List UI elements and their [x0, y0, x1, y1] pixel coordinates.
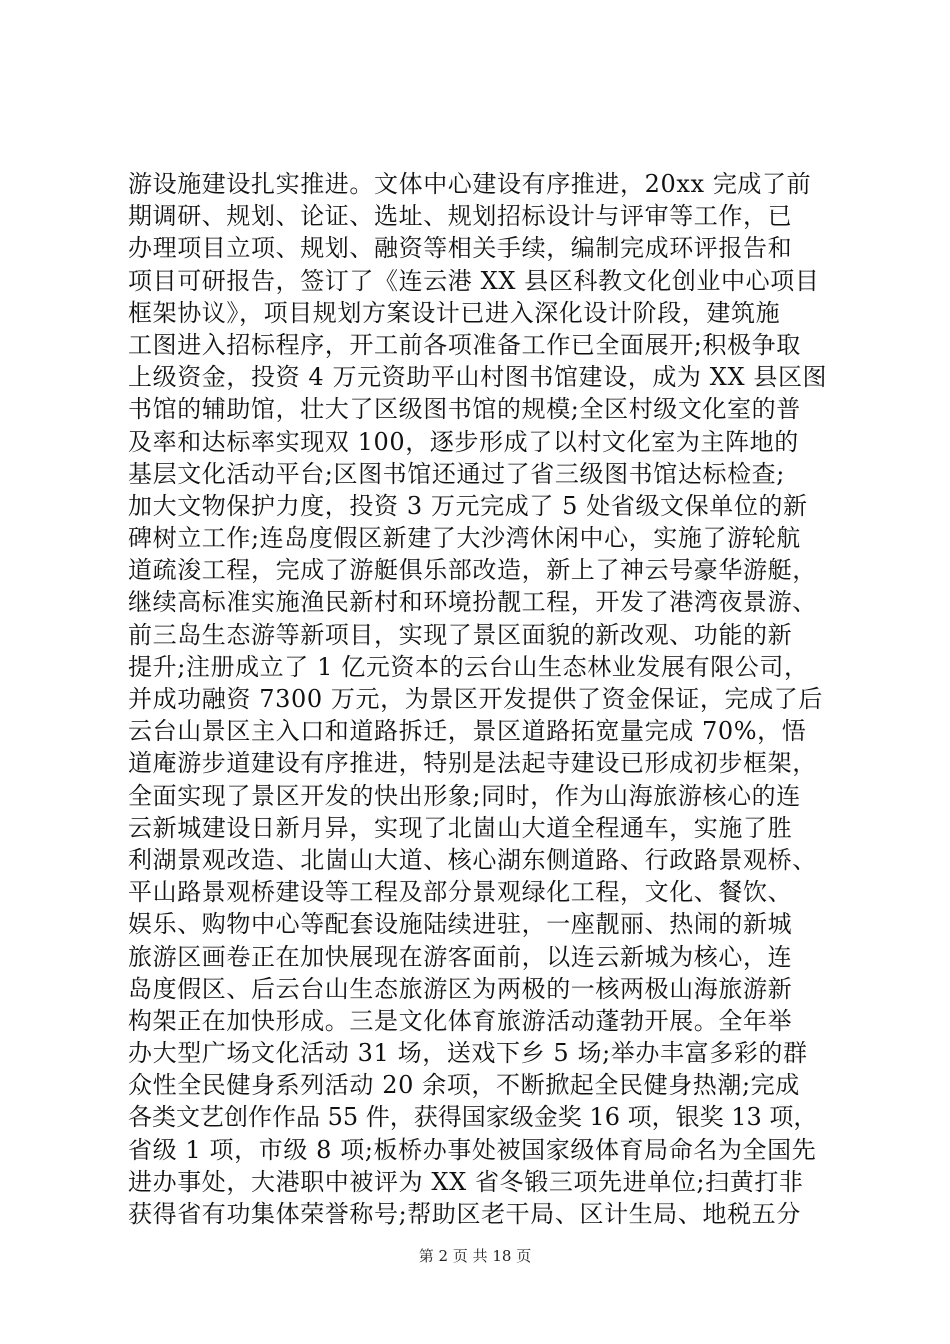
text-line: 利湖景观改造、北崮山大道、核心湖东侧道路、行政路景观桥、 — [128, 845, 817, 874]
page-number-footer: 第 2 页 共 18 页 — [418, 1247, 532, 1265]
text-line: 进办事处，大港职中被评为 XX 省冬锻三项先进单位;扫黄打非 — [128, 1167, 804, 1196]
text-line: 期调研、规划、论证、选址、规划招标设计与评审等工作，已 — [128, 202, 793, 231]
text-line: 继续高标准实施渔民新村和环境扮靓工程，开发了港湾夜景游、 — [128, 588, 817, 617]
text-line: 及率和达标率实现双 100，逐步形成了以村文化室为主阵地的 — [128, 427, 799, 456]
text-line: 云台山景区主入口和道路拆迁，景区道路拓宽量完成 70%，悟 — [128, 717, 807, 746]
text-line: 碑树立工作;连岛度假区新建了大沙湾休闲中心，实施了游轮航 — [128, 524, 801, 553]
text-line: 旅游区画卷正在加快展现在游客面前，以连云新城为核心，连 — [128, 942, 793, 971]
text-line: 提升;注册成立了 1 亿元资本的云台山生态林业发展有限公司， — [128, 652, 809, 681]
text-line: 道疏浚工程，完成了游艇俱乐部改造，新上了神云号豪华游艇， — [128, 556, 817, 585]
text-line: 游设施建设扎实推进。文体中心建设有序推进，20xx 完成了前 — [128, 170, 812, 198]
text-line: 全面实现了景区开发的快出形象;同时，作为山海旅游核心的连 — [128, 781, 801, 810]
body-paragraph — [128, 168, 828, 1230]
text-line: 道庵游步道建设有序推进，特别是法起寺建设已形成初步框架， — [128, 749, 817, 778]
text-line: 加大文物保护力度，投资 3 万元完成了 5 处省级文保单位的新 — [128, 491, 808, 520]
text-line: 构架正在加快形成。三是文化体育旅游活动蓬勃开展。全年举 — [128, 1006, 793, 1035]
text-line: 省级 1 项，市级 8 项;板桥办事处被国家级体育局命名为全国先 — [128, 1135, 817, 1164]
text-line: 书馆的辅助馆，壮大了区级图书馆的规模;全区村级文化室的普 — [128, 395, 801, 424]
text-line: 获得省有功集体荣誉称号;帮助区老干局、区计生局、地税五分 — [128, 1200, 801, 1228]
text-line: 各类文艺创作作品 55 件，获得国家级金奖 16 项，银奖 13 项， — [128, 1103, 818, 1132]
text-line: 前三岛生态游等新项目，实现了景区面貌的新改观、功能的新 — [128, 620, 793, 649]
text-line: 平山路景观桥建设等工程及部分景观绿化工程，文化、餐饮、 — [128, 878, 793, 907]
text-line: 娱乐、购物中心等配套设施陆续进驻，一座靓丽、热闹的新城 — [128, 910, 793, 939]
text-line: 办理项目立项、规划、融资等相关手续，编制完成环评报告和 — [128, 234, 793, 263]
text-line: 基层文化活动平台;区图书馆还通过了省三级图书馆达标检查; — [128, 459, 785, 488]
text-line: 岛度假区、后云台山生态旅游区为两极的一核两极山海旅游新 — [128, 974, 793, 1003]
text-line: 众性全民健身系列活动 20 余项，不断掀起全民健身热潮;完成 — [128, 1071, 800, 1100]
text-line: 办大型广场文化活动 31 场，送戏下乡 5 场;举办丰富多彩的群 — [128, 1039, 808, 1068]
text-line: 工图进入招标程序，开工前各项准备工作已全面展开;积极争取 — [128, 330, 801, 359]
text-line: 云新城建设日新月异，实现了北崮山大道全程通车，实施了胜 — [128, 813, 793, 842]
text-line: 上级资金，投资 4 万元资助平山村图书馆建设，成为 XX 县区图 — [128, 363, 828, 392]
text-line: 框架协议》，项目规划方案设计已进入深化设计阶段，建筑施 — [128, 298, 781, 327]
text-line: 并成功融资 7300 万元，为景区开发提供了资金保证，完成了后 — [128, 685, 823, 713]
text-line: 项目可研报告，签订了《连云港 XX 县区科教文化创业中心项目 — [128, 266, 820, 295]
